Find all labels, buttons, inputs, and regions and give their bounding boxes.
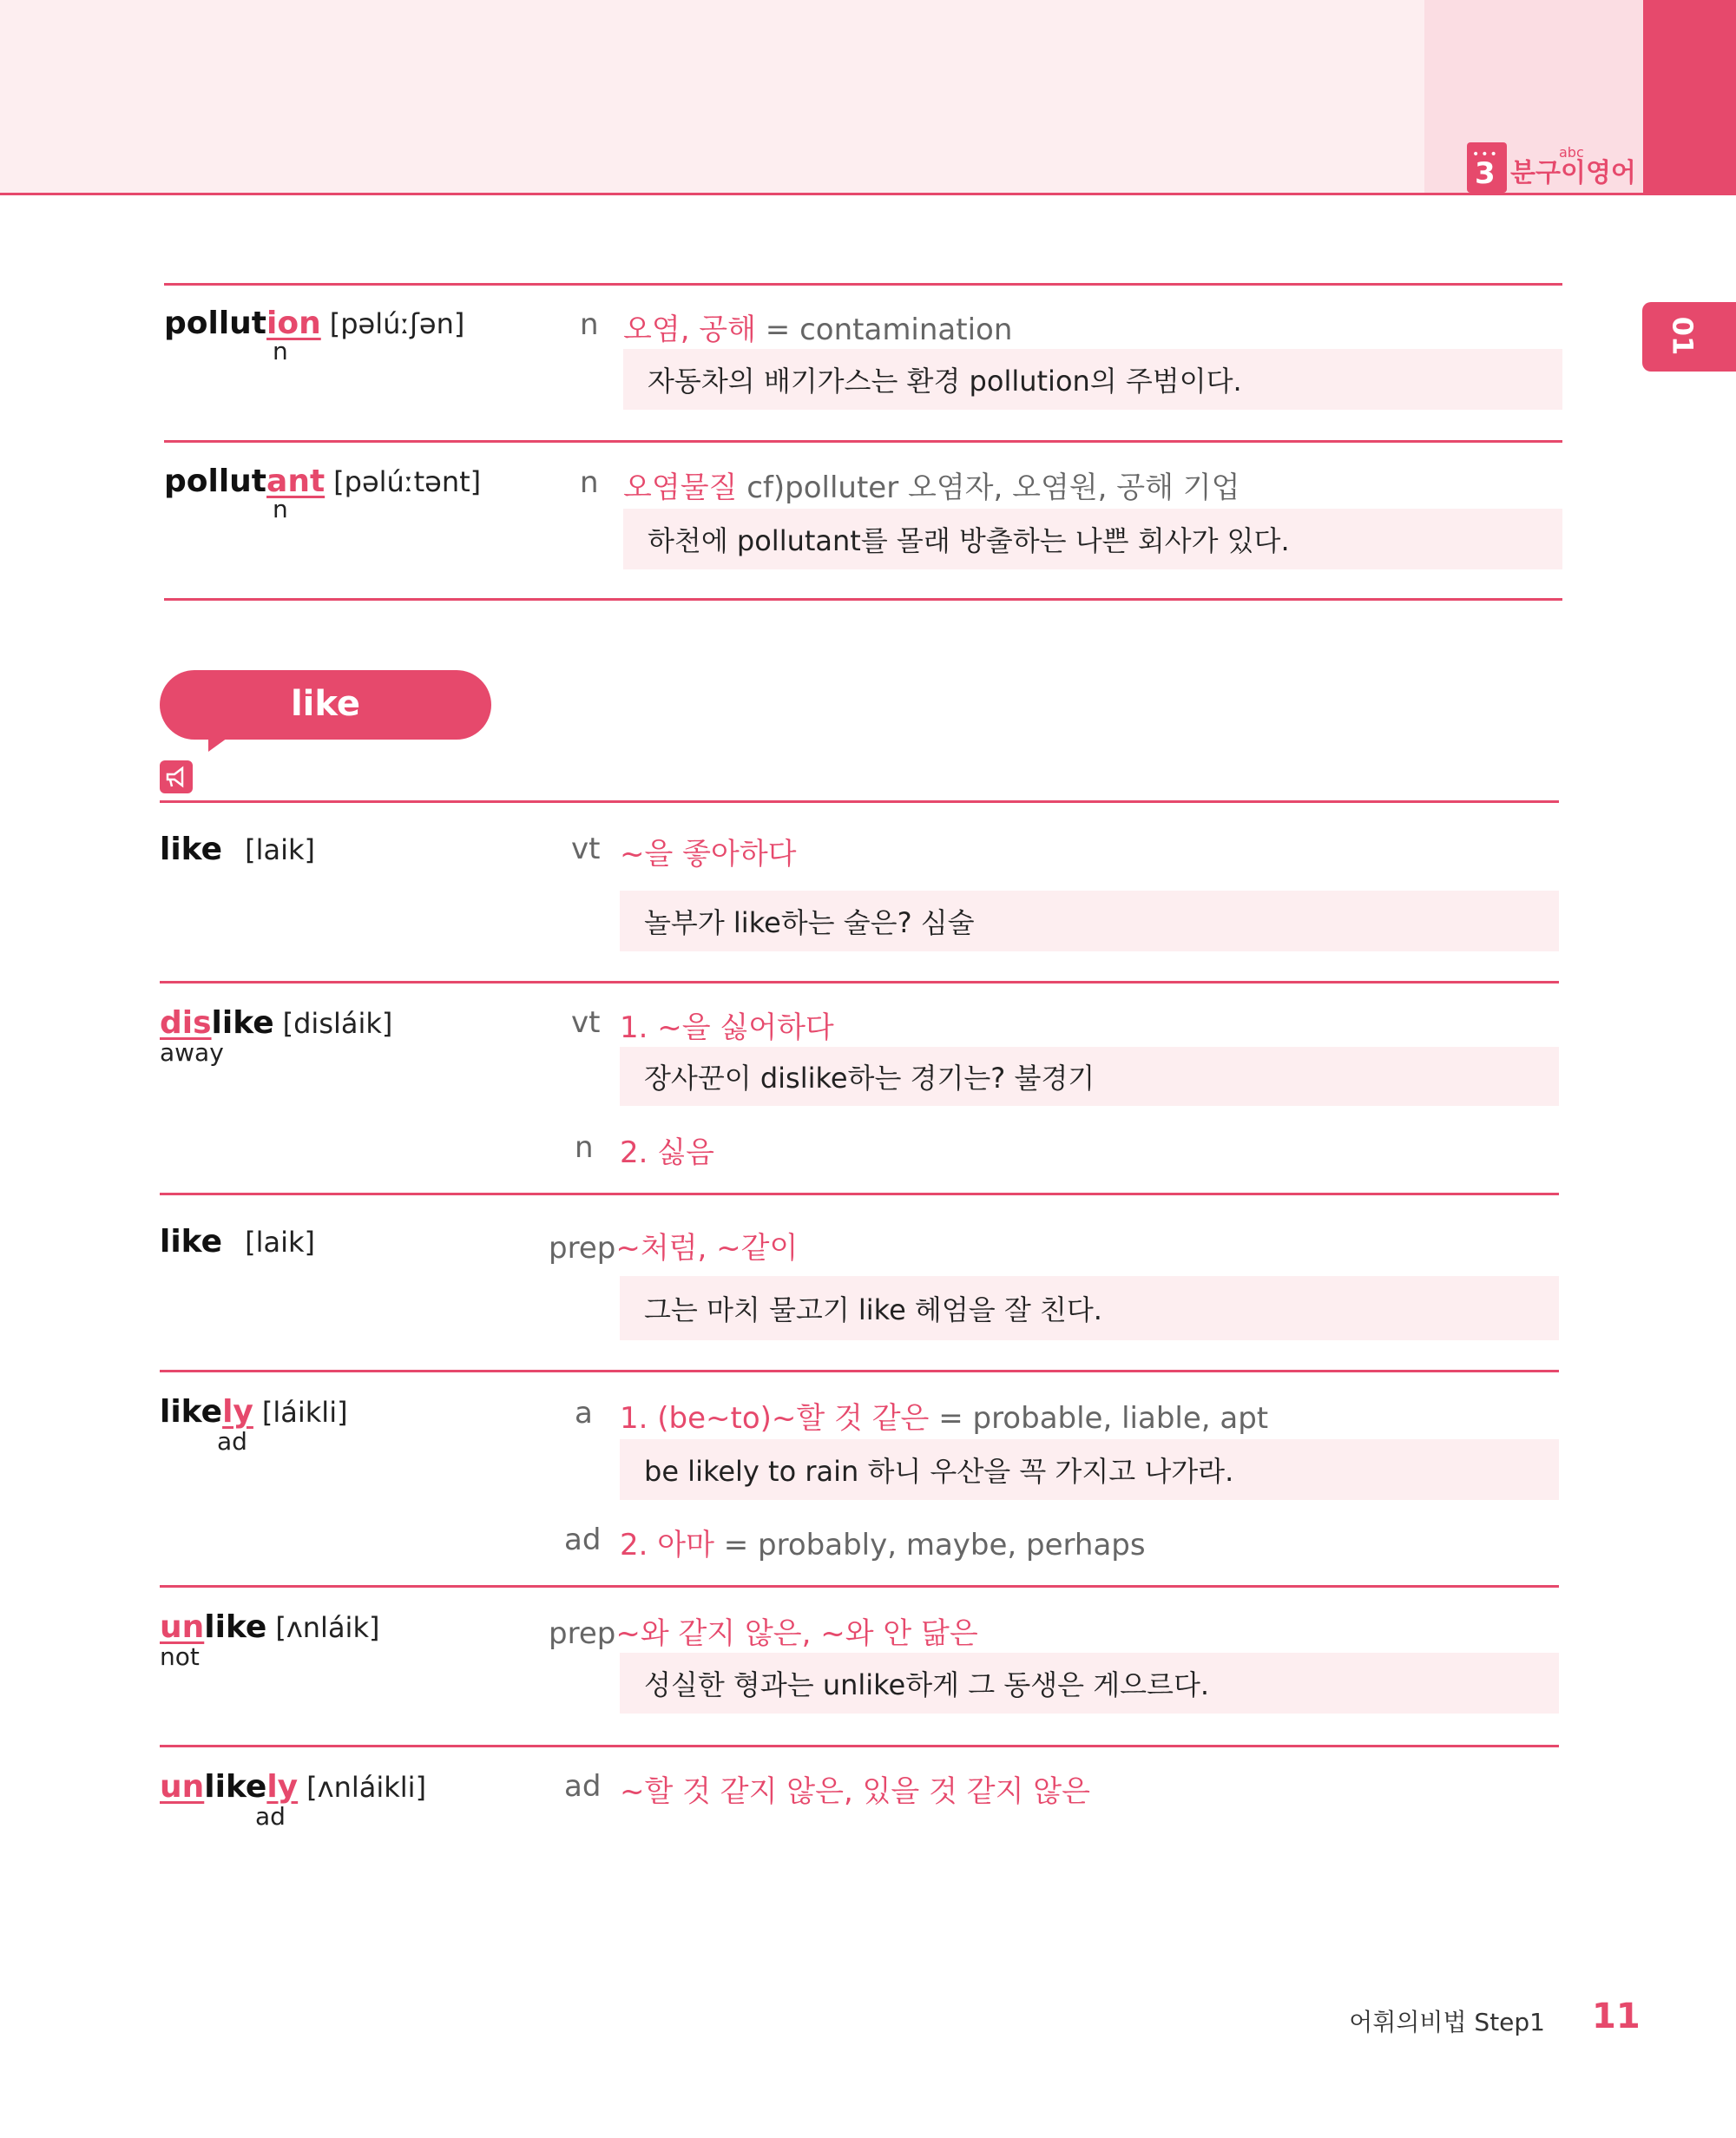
part-of-speech: ad xyxy=(564,1523,602,1557)
speaker-icon xyxy=(160,760,193,793)
example-box: 자동차의 배기가스는 환경 pollution의 주범이다. xyxy=(623,349,1562,410)
part-of-speech: n xyxy=(575,1130,594,1165)
definition: 1. ~을 싫어하다 xyxy=(620,1010,834,1045)
root-bubble: like xyxy=(160,670,491,740)
example-box: 하천에 pollutant를 몰래 방출하는 나쁜 회사가 있다. xyxy=(623,509,1562,569)
logo-abc: abc xyxy=(1559,144,1584,161)
part-of-speech: a xyxy=(575,1396,593,1431)
morpheme-gloss: not xyxy=(160,1642,200,1671)
logo-text: 분구이영어 xyxy=(1510,158,1636,188)
page-number: 11 xyxy=(1592,1997,1641,2036)
morpheme-gloss: ad xyxy=(217,1427,247,1456)
headword-unlike: unlike [ʌnláik] xyxy=(160,1609,380,1645)
divider xyxy=(160,1585,1559,1588)
divider xyxy=(160,1370,1559,1372)
definition: 1. (be~to)~할 것 같은 = probable, liable, apt xyxy=(620,1401,1269,1436)
headword-pollution: pollution [pəlúːʃən] xyxy=(164,306,465,341)
example-box: 성실한 형과는 unlike하게 그 동생은 게으르다. xyxy=(620,1653,1559,1714)
divider xyxy=(160,1745,1559,1747)
divider xyxy=(164,440,1562,443)
chapter-tab: 01 xyxy=(1642,302,1736,372)
definition: 2. 싫음 xyxy=(620,1135,714,1170)
definition: prep~와 같지 않은, ~와 안 닮은 xyxy=(549,1616,978,1651)
definition: prep~처럼, ~같이 xyxy=(549,1231,799,1266)
divider xyxy=(160,1193,1559,1195)
definition: ~을 좋아하다 xyxy=(620,837,797,872)
headword-dislike: dislike [disláik] xyxy=(160,1005,393,1041)
headword-unlikely: unlikely [ʌnláikli] xyxy=(160,1769,427,1805)
definition: 오염, 공해 = contamination xyxy=(623,312,1013,347)
morpheme-gloss: n xyxy=(273,495,288,523)
logo-icon: ••• 3 xyxy=(1467,142,1507,193)
definition: 오염물질 cf)polluter 오염자, 오염원, 공해 기업 xyxy=(623,470,1240,505)
morpheme-gloss: ad xyxy=(255,1802,286,1831)
divider xyxy=(164,598,1562,601)
definition: 2. 아마 = probably, maybe, perhaps xyxy=(620,1528,1146,1562)
header-rule xyxy=(0,193,1736,195)
bubble-tail xyxy=(208,729,240,752)
part-of-speech: n xyxy=(580,465,599,500)
part-of-speech: vt xyxy=(571,832,601,866)
part-of-speech: n xyxy=(580,307,599,342)
divider xyxy=(160,981,1559,983)
divider xyxy=(164,283,1562,286)
example-box: 장사꾼이 dislike하는 경기는? 불경기 xyxy=(620,1047,1559,1106)
header-accent xyxy=(1643,0,1736,194)
headword-like-prep: like [laik] xyxy=(160,1224,315,1260)
example-box: 놀부가 like하는 술은? 심술 xyxy=(620,891,1559,951)
morpheme-gloss: n xyxy=(273,337,288,365)
headword-pollutant: pollutant [pəlúːtənt] xyxy=(164,464,482,499)
definition: ~할 것 같지 않은, 있을 것 같지 않은 xyxy=(620,1774,1090,1809)
headword-like: like [laik] xyxy=(160,832,315,867)
headword-likely: likely [láikli] xyxy=(160,1394,348,1430)
book-title: 어휘의비법 Step1 xyxy=(1349,2008,1545,2036)
example-box: be likely to rain 하니 우산을 꼭 가지고 나가라. xyxy=(620,1439,1559,1500)
morpheme-gloss: away xyxy=(160,1038,224,1067)
brand-logo xyxy=(1467,141,1636,193)
example-box: 그는 마치 물고기 like 헤엄을 잘 친다. xyxy=(620,1276,1559,1340)
part-of-speech: vt xyxy=(571,1005,601,1040)
divider xyxy=(160,800,1559,803)
part-of-speech: ad xyxy=(564,1769,602,1804)
